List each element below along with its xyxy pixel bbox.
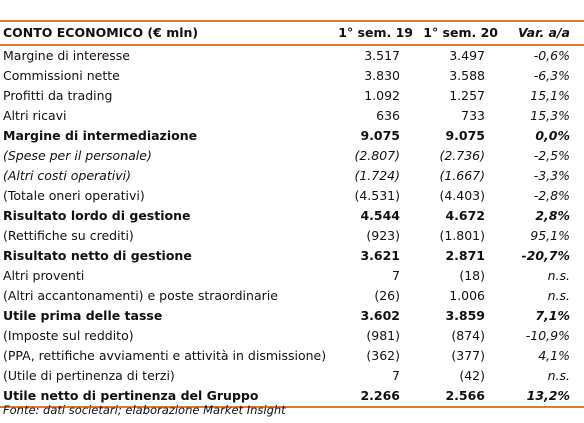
row-label: Margine di intermediazione xyxy=(3,128,198,143)
table-body xyxy=(0,45,584,407)
table-row xyxy=(0,226,584,246)
row-value-period-2: 2.566 xyxy=(421,386,506,407)
row-value-period-1: (923) xyxy=(366,228,400,243)
table-row xyxy=(0,286,584,306)
row-label: Risultato netto di gestione xyxy=(3,248,192,263)
row-value-period-1: 636 xyxy=(376,108,400,123)
row-value-yoy-change: 2,8% xyxy=(535,208,570,223)
row-value-yoy-change: -20,7% xyxy=(521,248,570,263)
row-value-period-1: (2.807) xyxy=(354,148,400,163)
row-value-period-2: 4.672 xyxy=(445,208,485,223)
row-value-yoy-change: 15,1% xyxy=(530,88,570,103)
row-label: (PPA, rettifiche avviamenti e attività in dismissione) xyxy=(3,348,327,363)
row-label: (Totale oneri operativi) xyxy=(3,188,145,203)
row-value-period-2: (377) xyxy=(451,348,485,363)
row-value-yoy-change: -0,6% xyxy=(533,48,570,63)
row-value-yoy-change: -2,5% xyxy=(533,148,570,163)
row-value-period-1: 3.602 xyxy=(360,308,400,323)
income-statement-table-wrapper xyxy=(0,20,584,408)
table-row xyxy=(0,326,584,346)
row-value-period-1: (981) xyxy=(366,328,400,343)
row-value-yoy-change: n.s. xyxy=(547,368,570,383)
table-row xyxy=(0,126,584,146)
row-value-period-2: 1.006 xyxy=(449,288,485,303)
row-value-period-2: 3.859 xyxy=(445,308,485,323)
row-value-yoy-change: 95,1% xyxy=(530,228,570,243)
row-value-yoy-change: n.s. xyxy=(547,268,570,283)
table-row xyxy=(0,166,584,186)
table-row xyxy=(0,206,584,226)
row-value-period-2: 2.871 xyxy=(445,248,485,263)
table-row xyxy=(0,366,584,386)
row-value-yoy-change: -6,3% xyxy=(533,68,570,83)
table-row xyxy=(0,106,584,126)
table-row xyxy=(0,306,584,326)
row-value-period-2: (1.667) xyxy=(439,168,485,183)
row-value-period-2: 1.257 xyxy=(449,88,485,103)
row-value-period-1: (362) xyxy=(366,348,400,363)
row-label: (Imposte sul reddito) xyxy=(3,328,134,343)
row-value-yoy-change: 15,3% xyxy=(530,108,570,123)
row-value-period-2: 733 xyxy=(461,108,485,123)
row-value-period-1: (1.724) xyxy=(354,168,400,183)
row-value-period-2: (2.736) xyxy=(439,148,485,163)
row-value-yoy-change: n.s. xyxy=(547,288,570,303)
header-period-1: 1° sem. 19 xyxy=(338,21,421,45)
table-row xyxy=(0,66,584,86)
income-statement-table xyxy=(0,20,584,408)
row-value-period-1: (4.531) xyxy=(354,188,400,203)
row-value-period-2: 9.075 xyxy=(445,128,485,143)
row-label: Altri ricavi xyxy=(3,108,67,123)
table-row xyxy=(0,246,584,266)
row-value-period-1: 7 xyxy=(392,268,400,283)
row-value-period-1: 7 xyxy=(392,368,400,383)
row-value-period-2: 3.497 xyxy=(449,48,485,63)
row-value-period-1: 9.075 xyxy=(360,128,400,143)
row-value-period-1: (26) xyxy=(374,288,400,303)
row-value-yoy-change: -2,8% xyxy=(533,188,570,203)
table-row xyxy=(0,146,584,166)
row-label: Utile prima delle tasse xyxy=(3,308,163,323)
row-value-period-2: (1.801) xyxy=(439,228,485,243)
table-row xyxy=(0,45,584,66)
row-value-yoy-change: 4,1% xyxy=(538,348,570,363)
row-label: (Utile di pertinenza di terzi) xyxy=(3,368,175,383)
row-label: (Spese per il personale) xyxy=(3,148,152,163)
row-value-period-1: 4.544 xyxy=(360,208,400,223)
row-value-period-1: 1.092 xyxy=(364,88,400,103)
row-value-yoy-change: 13,2% xyxy=(506,386,584,407)
row-value-period-1: 3.621 xyxy=(360,248,400,263)
row-label: Profitti da trading xyxy=(3,88,113,103)
row-value-period-2: (874) xyxy=(451,328,485,343)
row-value-period-1: 2.266 xyxy=(338,386,421,407)
table-header-row xyxy=(0,21,584,45)
row-value-period-2: (4.403) xyxy=(439,188,485,203)
row-value-period-2: (42) xyxy=(459,368,485,383)
row-label: (Rettifiche su crediti) xyxy=(3,228,134,243)
table-row xyxy=(0,86,584,106)
table-row xyxy=(0,186,584,206)
row-label: Commissioni nette xyxy=(3,68,120,83)
table-row xyxy=(0,346,584,366)
row-label: Risultato lordo di gestione xyxy=(3,208,191,223)
row-value-yoy-change: -3,3% xyxy=(533,168,570,183)
header-yoy-change: Var. a/a xyxy=(506,21,584,45)
row-label: Altri proventi xyxy=(3,268,85,283)
row-value-period-2: 3.588 xyxy=(449,68,485,83)
row-value-period-1: 3.517 xyxy=(364,48,400,63)
row-label: Margine di interesse xyxy=(3,48,130,63)
row-label: (Altri accantonamenti) e poste straordinarie xyxy=(3,288,278,303)
row-value-yoy-change: 0,0% xyxy=(535,128,570,143)
header-period-2: 1° sem. 20 xyxy=(421,21,506,45)
row-value-period-1: 3.830 xyxy=(364,68,400,83)
row-label: (Altri costi operativi) xyxy=(3,168,131,183)
row-value-period-2: (18) xyxy=(459,268,485,283)
header-title: CONTO ECONOMICO (€ mln) xyxy=(0,21,338,45)
row-value-yoy-change: -10,9% xyxy=(525,328,570,343)
source-note: Fonte: dati societari; elaborazione Market Insight xyxy=(3,403,286,417)
row-label: Utile netto di pertinenza del Gruppo xyxy=(0,386,338,407)
table-row xyxy=(0,266,584,286)
row-value-yoy-change: 7,1% xyxy=(535,308,570,323)
